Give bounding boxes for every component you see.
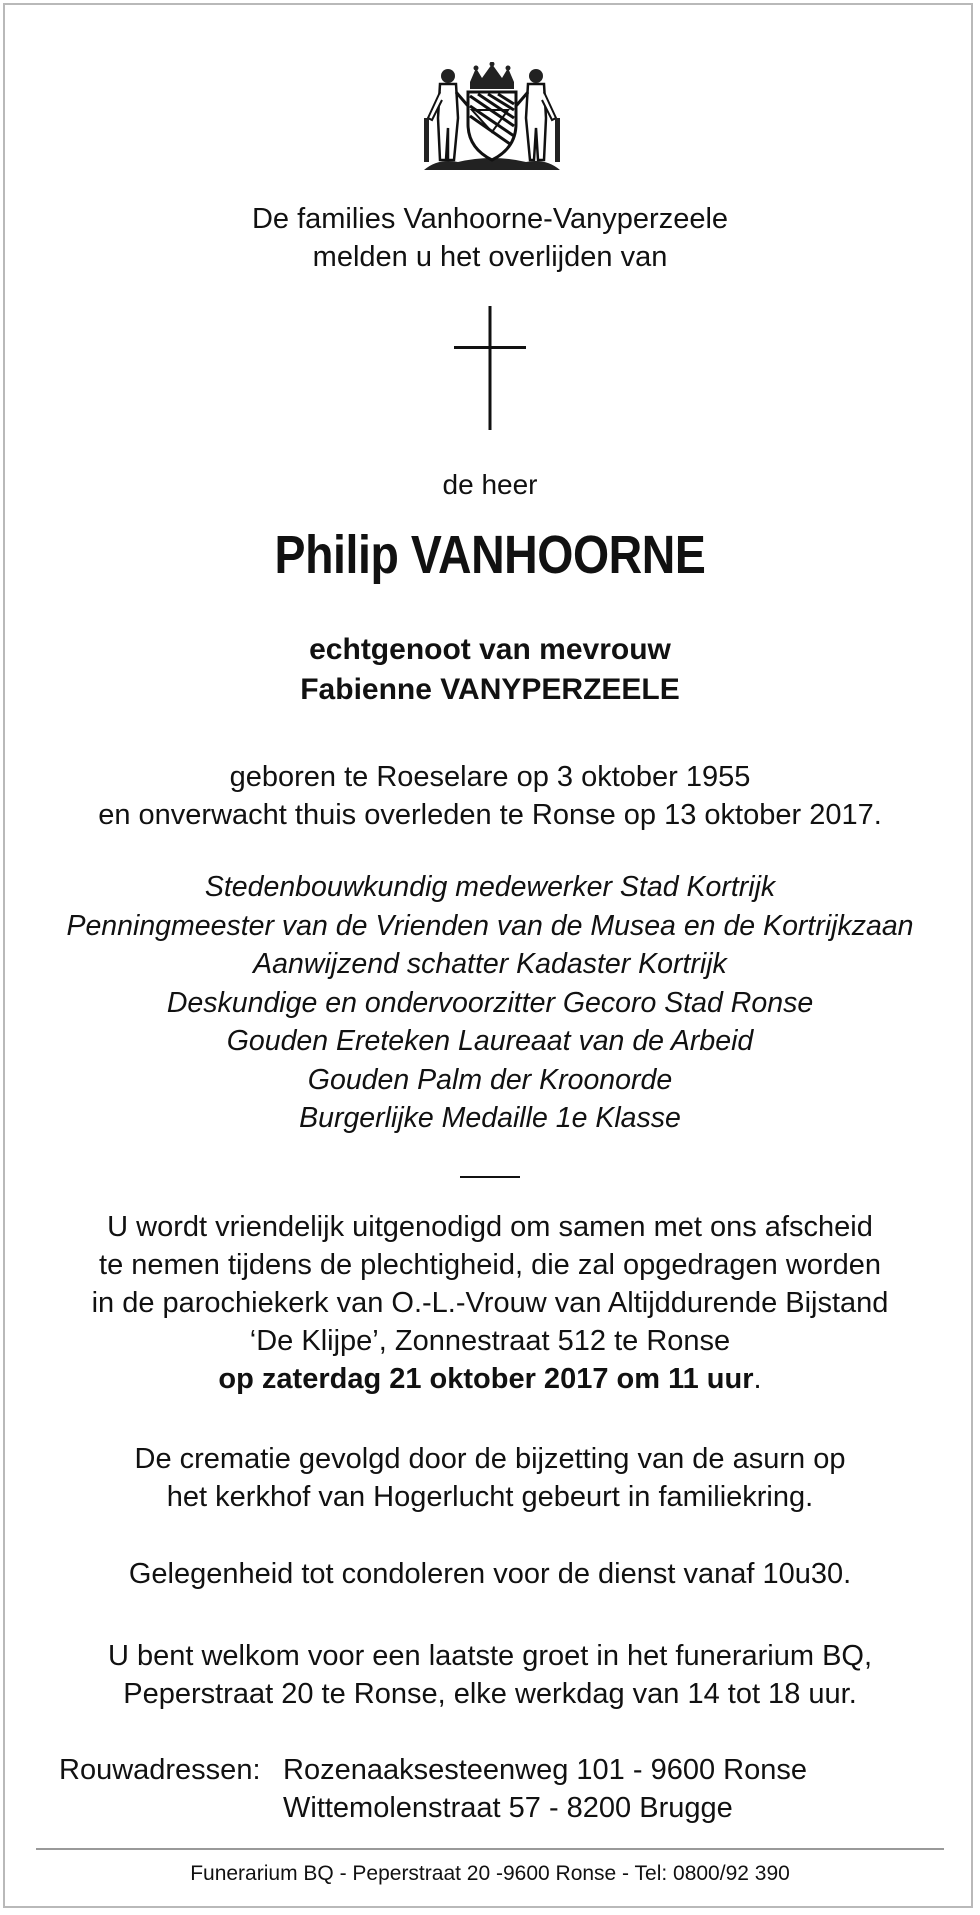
visit-line: Peperstraat 20 te Ronse, elke werkdag van 14 tot 18 uur.: [123, 1678, 857, 1710]
address-ronse: Rozenaaksesteenweg 101 - 9600 Ronse: [283, 1754, 807, 1786]
spouse-line: echtgenoot van mevrouw: [309, 633, 671, 666]
coat-of-arms-icon: [418, 62, 566, 174]
addresses-label: Rouwadressen:: [59, 1754, 261, 1786]
titles-list: [0, 868, 980, 1138]
invitation-line: ‘De Klijpe’, Zonnestraat 512 te Ronse: [249, 1325, 731, 1357]
title-item: Burgerlijke Medaille 1e Klasse: [299, 1102, 681, 1134]
condolences-line: Gelegenheid tot condoleren voor de dienst vanaf 10u30.: [128, 1558, 852, 1590]
cremation-line: De crematie gevolgd door de bijzetting van de asurn op: [134, 1443, 846, 1475]
title-item: Gouden Palm der Kroonorde: [307, 1063, 673, 1096]
invitation-block: [0, 1208, 980, 1398]
announce-line: melden u het overlijden van: [312, 241, 668, 273]
footer-divider: [36, 1848, 944, 1850]
title-item: Deskundige en ondervoorzitter Gecoro Stad Ronse: [166, 986, 814, 1019]
honorific: de heer: [442, 469, 538, 500]
address-brugge: Wittemolenstraat 57 - 8200 Brugge: [283, 1792, 733, 1824]
invitation-line: in de parochiekerk van O.-L.-Vrouw van Altijddurende Bijstand: [91, 1287, 889, 1319]
spouse-block: [0, 630, 980, 710]
ceremony-date-period: .: [753, 1363, 762, 1395]
ceremony-date: [0, 1360, 980, 1398]
section-divider: [460, 1176, 520, 1178]
death-line: en onverwacht thuis overleden te Ronse op 13 oktober 2017.: [98, 799, 882, 831]
title-item: Stedenbouwkundig medewerker Stad Kortrijk: [204, 871, 776, 903]
spouse-name: Fabienne VANYPERZEELE: [300, 673, 680, 706]
birth-death-block: [0, 758, 980, 834]
cremation-line: het kerkhof van Hogerlucht gebeurt in familiekring.: [166, 1481, 814, 1513]
title-item: Aanwijzend schatter Kadaster Kortrijk: [253, 948, 727, 980]
title-item: Penningmeester van de Vrienden van de Musea en de Kortrijkzaan: [66, 909, 914, 942]
families-line: De families Vanhoorne-Vanyperzeele: [251, 203, 729, 235]
latin-cross-icon: [454, 306, 526, 430]
deceased-name: Philip VANHOORNE: [274, 525, 706, 585]
ceremony-date-text: op zaterdag 21 oktober 2017 om 11 uur: [218, 1363, 754, 1395]
invitation-line: U wordt vriendelijk uitgenodigd om samen met ons afscheid: [107, 1211, 873, 1243]
visit-line: U bent welkom voor een laatste groet in het funerarium BQ,: [107, 1640, 873, 1672]
visit-block: [0, 1637, 980, 1713]
footer-text: Funerarium BQ - Peperstraat 20 -9600 Ronse - Tel: 0800/92 390: [190, 1862, 790, 1885]
announcement-header: [0, 200, 980, 276]
invitation-line: te nemen tijdens de plechtigheid, die zal opgedragen worden: [99, 1249, 881, 1281]
mourning-addresses: [59, 1751, 807, 1827]
birth-line: geboren te Roeselare op 3 oktober 1955: [229, 761, 751, 793]
cremation-block: [0, 1440, 980, 1516]
title-item: Gouden Ereteken Laureaat van de Arbeid: [226, 1025, 754, 1057]
